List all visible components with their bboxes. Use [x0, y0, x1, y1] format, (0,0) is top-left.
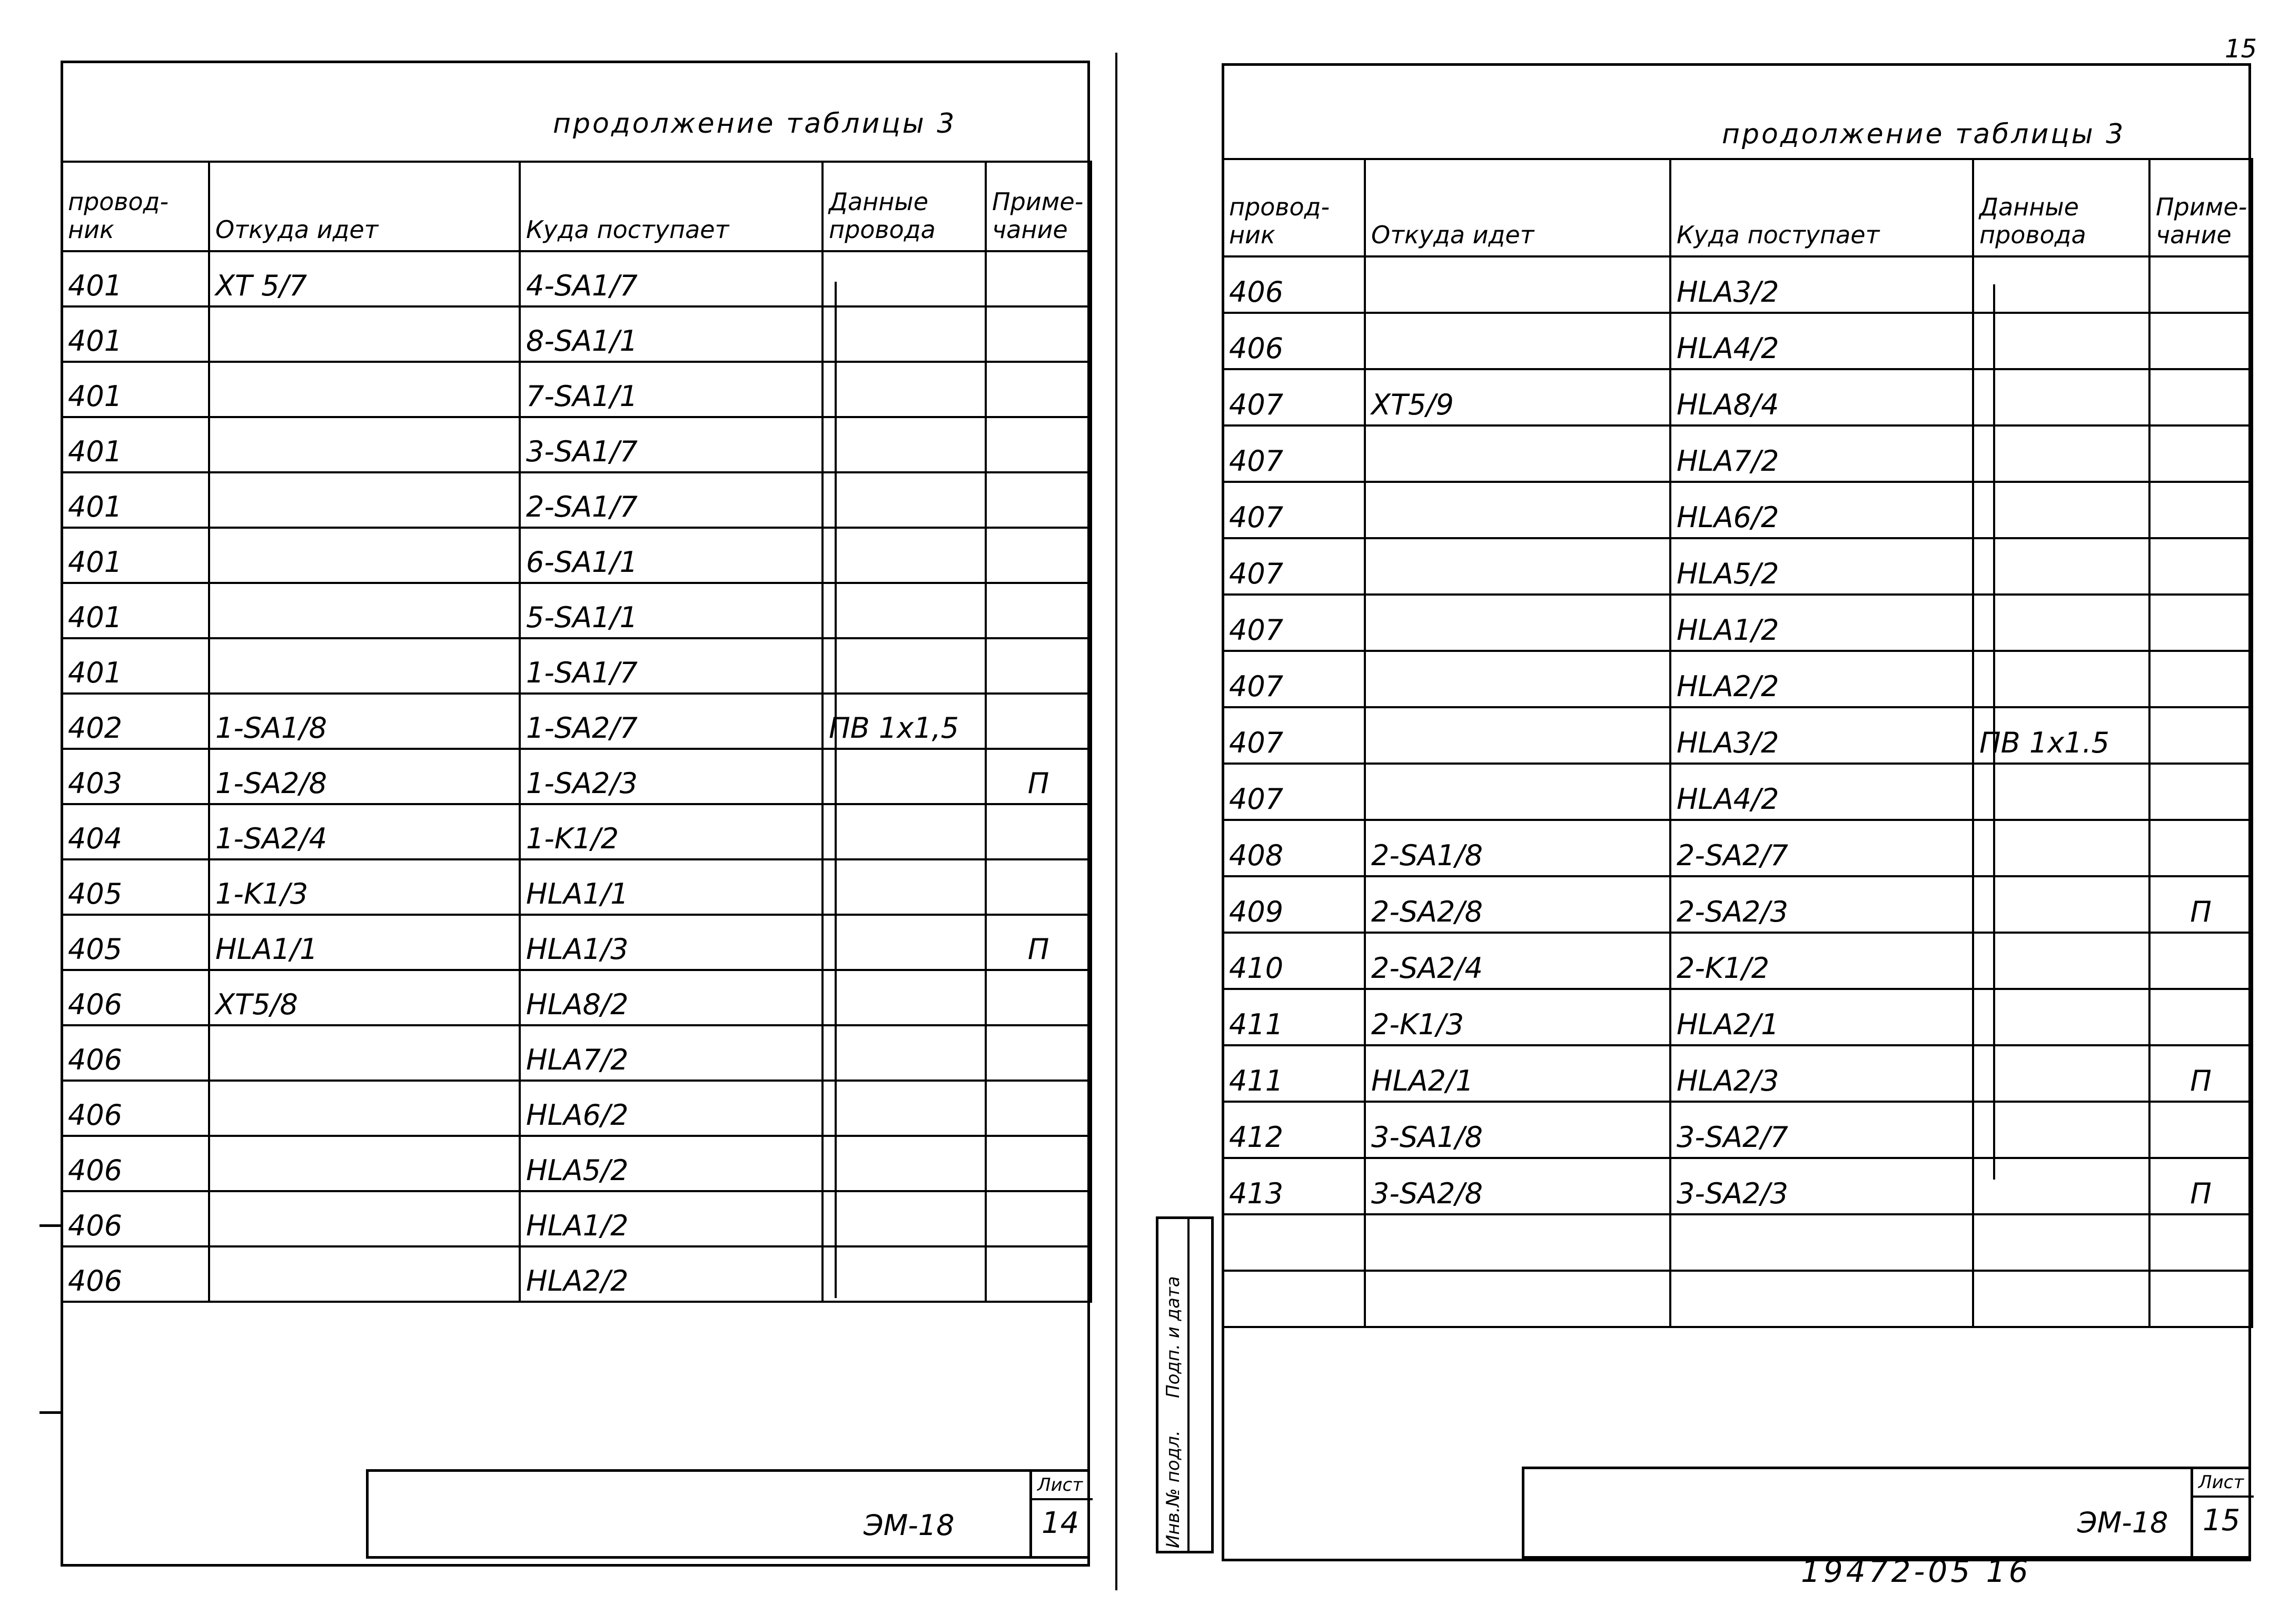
table-row [1223, 1158, 2252, 1214]
row-data [823, 1081, 986, 1136]
row-from: 2-SA2/4 [1365, 933, 1670, 989]
row-to: HLA1/2 [520, 1191, 823, 1246]
row-to: HLA5/2 [520, 1136, 823, 1191]
row-note [986, 970, 1091, 1025]
row-note [986, 583, 1091, 638]
header-to: Куда поступает [520, 162, 823, 251]
left-sheet-number: 14 [1042, 1506, 1079, 1540]
row-to: 8-SA1/1 [520, 306, 823, 362]
row-wire: 401 [62, 306, 209, 362]
row-from [1365, 1271, 1670, 1327]
row-wire: 403 [62, 749, 209, 804]
row-from [209, 1246, 520, 1302]
row-wire [1223, 1214, 1365, 1271]
row-from [1365, 482, 1670, 538]
table-row [62, 583, 1091, 638]
margin-tick [39, 1224, 63, 1227]
table-row [1223, 1102, 2252, 1158]
right-sheet-label: Лист [2198, 1472, 2244, 1493]
row-data [823, 970, 986, 1025]
row-from: 1-SA2/8 [209, 749, 520, 804]
row-note [986, 1025, 1091, 1081]
row-data [1973, 425, 2149, 482]
row-wire: 407 [1223, 369, 1365, 425]
table-row [1223, 1045, 2252, 1102]
table-row [1223, 876, 2252, 933]
row-wire: 406 [62, 1191, 209, 1246]
row-from: 3-SA1/8 [1365, 1102, 1670, 1158]
stamp-signature: Подп. и дата [1163, 1276, 1184, 1398]
header-wire: провод- ник [62, 162, 209, 251]
row-data [823, 1136, 986, 1191]
row-wire: 406 [62, 1246, 209, 1302]
row-data [823, 804, 986, 859]
table-row [1223, 256, 2252, 313]
table-row [62, 859, 1091, 915]
row-note [2149, 313, 2252, 369]
row-wire: 406 [1223, 313, 1365, 369]
right-wiring-table [1222, 158, 2253, 1328]
right-doc-code: ЭМ-18 [2077, 1506, 2168, 1539]
row-note [2149, 1102, 2252, 1158]
table-row [62, 1136, 1091, 1191]
row-data [823, 1246, 986, 1302]
table-row [62, 1191, 1091, 1246]
row-note [2149, 369, 2252, 425]
row-to: 3-SA2/7 [1670, 1102, 1973, 1158]
row-from [209, 1191, 520, 1246]
row-to: 2-SA2/7 [1670, 820, 1973, 876]
row-from [1365, 538, 1670, 595]
table-row [1223, 707, 2252, 764]
row-to [1670, 1271, 1973, 1327]
table-row [1223, 369, 2252, 425]
row-wire: 406 [62, 970, 209, 1025]
row-to: 2-K1/2 [1670, 933, 1973, 989]
row-data [823, 583, 986, 638]
row-data [823, 915, 986, 970]
fold-line [1115, 53, 1117, 1590]
row-note [986, 1191, 1091, 1246]
row-note: П [986, 915, 1091, 970]
row-note [986, 1246, 1091, 1302]
approval-stamp [1156, 1216, 1214, 1553]
table-row [62, 1025, 1091, 1081]
row-from [209, 472, 520, 528]
row-wire: 401 [62, 251, 209, 306]
row-to: HLA7/2 [520, 1025, 823, 1081]
row-wire: 407 [1223, 651, 1365, 707]
row-note [986, 472, 1091, 528]
row-data [1973, 369, 2149, 425]
row-note [2149, 1214, 2252, 1271]
row-to: 6-SA1/1 [520, 528, 823, 583]
row-to: HLA8/4 [1670, 369, 1973, 425]
row-wire: 412 [1223, 1102, 1365, 1158]
table-row [1223, 1271, 2252, 1327]
row-data [1973, 933, 2149, 989]
row-data [1973, 651, 2149, 707]
row-data [1973, 482, 2149, 538]
row-note: П [2149, 1045, 2252, 1102]
row-to: 3-SA1/7 [520, 417, 823, 472]
row-to: 1-SA2/7 [520, 694, 823, 749]
right-table-heading: продолжение таблицы 3 [1722, 118, 2126, 150]
row-wire: 406 [1223, 256, 1365, 313]
row-to: 3-SA2/3 [1670, 1158, 1973, 1214]
row-data [823, 859, 986, 915]
right-sheet-number: 15 [2203, 1503, 2241, 1538]
table-row [62, 915, 1091, 970]
left-sheet-label: Лист [1037, 1474, 1083, 1496]
row-data [1973, 1102, 2149, 1158]
table-row [62, 472, 1091, 528]
row-note [2149, 989, 2252, 1045]
table-row [62, 970, 1091, 1025]
row-wire: 411 [1223, 1045, 1365, 1102]
right-title-block [1522, 1467, 2251, 1559]
table-row [62, 1246, 1091, 1302]
row-from [1365, 764, 1670, 820]
row-note [2149, 482, 2252, 538]
row-from [209, 1136, 520, 1191]
left-sheet-cell [1029, 1472, 1090, 1556]
margin-tick [39, 1411, 63, 1414]
row-from [1365, 313, 1670, 369]
row-from: 1-K1/3 [209, 859, 520, 915]
row-data [823, 749, 986, 804]
row-from [1365, 1214, 1670, 1271]
row-wire: 401 [62, 583, 209, 638]
table-row [62, 1081, 1091, 1136]
row-from: XT 5/7 [209, 251, 520, 306]
header-to: Куда поступает [1670, 159, 1973, 256]
document-number: 19472-05 16 [1801, 1553, 2032, 1589]
stamp-inventory: Инв.№ подл. [1163, 1430, 1184, 1548]
row-note [2149, 595, 2252, 651]
row-note [986, 528, 1091, 583]
table-row [62, 528, 1091, 583]
row-to: 5-SA1/1 [520, 583, 823, 638]
row-note [986, 1081, 1091, 1136]
row-from: 1-SA1/8 [209, 694, 520, 749]
table-row [1223, 425, 2252, 482]
row-data [1973, 313, 2149, 369]
row-to: HLA8/2 [520, 970, 823, 1025]
header-from: Откуда идет [1365, 159, 1670, 256]
row-to: HLA5/2 [1670, 538, 1973, 595]
row-wire: 406 [62, 1136, 209, 1191]
row-from [209, 638, 520, 694]
row-wire [1223, 1271, 1365, 1327]
row-note [986, 694, 1091, 749]
header-wire: провод- ник [1223, 159, 1365, 256]
row-to: HLA1/1 [520, 859, 823, 915]
row-wire: 401 [62, 528, 209, 583]
row-from: 2-SA1/8 [1365, 820, 1670, 876]
row-from [209, 583, 520, 638]
row-from: 2-SA2/8 [1365, 876, 1670, 933]
row-to: HLA2/1 [1670, 989, 1973, 1045]
row-data [1973, 595, 2149, 651]
table-row [62, 362, 1091, 417]
row-wire: 406 [62, 1081, 209, 1136]
row-data: ПВ 1х1.5 [1973, 707, 2149, 764]
left-doc-code: ЭМ-18 [864, 1509, 955, 1542]
row-wire: 407 [1223, 425, 1365, 482]
row-to: HLA4/2 [1670, 313, 1973, 369]
table-row [1223, 538, 2252, 595]
row-data [823, 472, 986, 528]
row-from [1365, 595, 1670, 651]
row-wire: 408 [1223, 820, 1365, 876]
row-from [1365, 707, 1670, 764]
row-note [986, 859, 1091, 915]
row-from [1365, 256, 1670, 313]
row-wire: 405 [62, 859, 209, 915]
row-from: 3-SA2/8 [1365, 1158, 1670, 1214]
row-wire: 407 [1223, 482, 1365, 538]
row-note [986, 362, 1091, 417]
table-row [62, 306, 1091, 362]
row-to: HLA1/3 [520, 915, 823, 970]
row-to: HLA2/2 [1670, 651, 1973, 707]
row-data [1973, 1158, 2149, 1214]
table-row [1223, 651, 2252, 707]
row-from [209, 528, 520, 583]
row-data [1973, 256, 2149, 313]
row-note [2149, 933, 2252, 989]
row-from [1365, 425, 1670, 482]
row-from: 1-SA2/4 [209, 804, 520, 859]
row-from: HLA1/1 [209, 915, 520, 970]
row-from: 2-K1/3 [1365, 989, 1670, 1045]
row-note [986, 804, 1091, 859]
table-row [1223, 933, 2252, 989]
right-data-brace [1993, 284, 1995, 1180]
row-note [2149, 764, 2252, 820]
row-data [1973, 989, 2149, 1045]
row-note [986, 1136, 1091, 1191]
row-to: HLA6/2 [520, 1081, 823, 1136]
left-table-heading: продолжение таблицы 3 [553, 108, 957, 140]
row-note [986, 417, 1091, 472]
row-wire: 406 [62, 1025, 209, 1081]
row-note [2149, 538, 2252, 595]
row-data [823, 528, 986, 583]
row-wire: 413 [1223, 1158, 1365, 1214]
row-data [823, 417, 986, 472]
row-data [1973, 820, 2149, 876]
table-row [1223, 1214, 2252, 1271]
table-row [62, 251, 1091, 306]
row-data [823, 1025, 986, 1081]
header-from: Откуда идет [209, 162, 520, 251]
row-to: 7-SA1/1 [520, 362, 823, 417]
row-to: HLA3/2 [1670, 707, 1973, 764]
row-data [1973, 1271, 2149, 1327]
row-note [2149, 651, 2252, 707]
left-wiring-table [61, 161, 1092, 1303]
row-to: 2-SA1/7 [520, 472, 823, 528]
row-data [823, 362, 986, 417]
left-title-block [366, 1469, 1090, 1559]
header-data: Данные провода [823, 162, 986, 251]
row-wire: 401 [62, 417, 209, 472]
table-row [62, 804, 1091, 859]
table-row [1223, 313, 2252, 369]
row-data [823, 1191, 986, 1246]
row-wire: 407 [1223, 595, 1365, 651]
header-note: Приме- чание [986, 162, 1091, 251]
row-note [986, 306, 1091, 362]
row-wire: 404 [62, 804, 209, 859]
row-data [1973, 876, 2149, 933]
row-note [986, 638, 1091, 694]
row-from [209, 306, 520, 362]
row-from [1365, 651, 1670, 707]
row-to: 2-SA2/3 [1670, 876, 1973, 933]
row-data: ПВ 1х1,5 [823, 694, 986, 749]
row-to: 1-SA2/3 [520, 749, 823, 804]
table-row [62, 638, 1091, 694]
row-note [2149, 820, 2252, 876]
row-to: 1-SA1/7 [520, 638, 823, 694]
row-wire: 410 [1223, 933, 1365, 989]
table-row [62, 694, 1091, 749]
row-wire: 407 [1223, 764, 1365, 820]
corner-number: 15 [2225, 34, 2257, 64]
row-wire: 401 [62, 638, 209, 694]
header-note: Приме- чание [2149, 159, 2252, 256]
row-data [1973, 1214, 2149, 1271]
table-row [1223, 764, 2252, 820]
row-data [1973, 538, 2149, 595]
row-to: 1-K1/2 [520, 804, 823, 859]
row-to: HLA7/2 [1670, 425, 1973, 482]
row-from: HLA2/1 [1365, 1045, 1670, 1102]
row-from [209, 1025, 520, 1081]
row-data [1973, 1045, 2149, 1102]
row-data [823, 638, 986, 694]
row-to: 4-SA1/7 [520, 251, 823, 306]
row-data [823, 251, 986, 306]
table-row [62, 417, 1091, 472]
row-to [1670, 1214, 1973, 1271]
row-wire: 402 [62, 694, 209, 749]
row-from: XT5/8 [209, 970, 520, 1025]
row-wire: 401 [62, 362, 209, 417]
table-row [62, 749, 1091, 804]
left-data-brace [835, 282, 837, 1298]
row-to: HLA6/2 [1670, 482, 1973, 538]
row-to: HLA3/2 [1670, 256, 1973, 313]
row-from [209, 1081, 520, 1136]
row-to: HLA2/2 [520, 1246, 823, 1302]
header-data: Данные провода [1973, 159, 2149, 256]
row-wire: 409 [1223, 876, 1365, 933]
row-wire: 407 [1223, 538, 1365, 595]
row-from [209, 417, 520, 472]
row-note [2149, 1271, 2252, 1327]
row-from [209, 362, 520, 417]
row-note: П [2149, 876, 2252, 933]
row-note [986, 251, 1091, 306]
row-note [2149, 256, 2252, 313]
row-note [2149, 707, 2252, 764]
row-wire: 401 [62, 472, 209, 528]
row-to: HLA2/3 [1670, 1045, 1973, 1102]
row-from: XT5/9 [1365, 369, 1670, 425]
row-wire: 405 [62, 915, 209, 970]
row-note [2149, 425, 2252, 482]
table-row [1223, 482, 2252, 538]
row-to: HLA1/2 [1670, 595, 1973, 651]
row-data [1973, 764, 2149, 820]
table-row [1223, 595, 2252, 651]
row-wire: 407 [1223, 707, 1365, 764]
row-wire: 411 [1223, 989, 1365, 1045]
row-data [823, 306, 986, 362]
table-row [1223, 989, 2252, 1045]
row-to: HLA4/2 [1670, 764, 1973, 820]
right-sheet-cell [2191, 1469, 2251, 1556]
row-note: П [986, 749, 1091, 804]
row-note: П [2149, 1158, 2252, 1214]
table-row [1223, 820, 2252, 876]
